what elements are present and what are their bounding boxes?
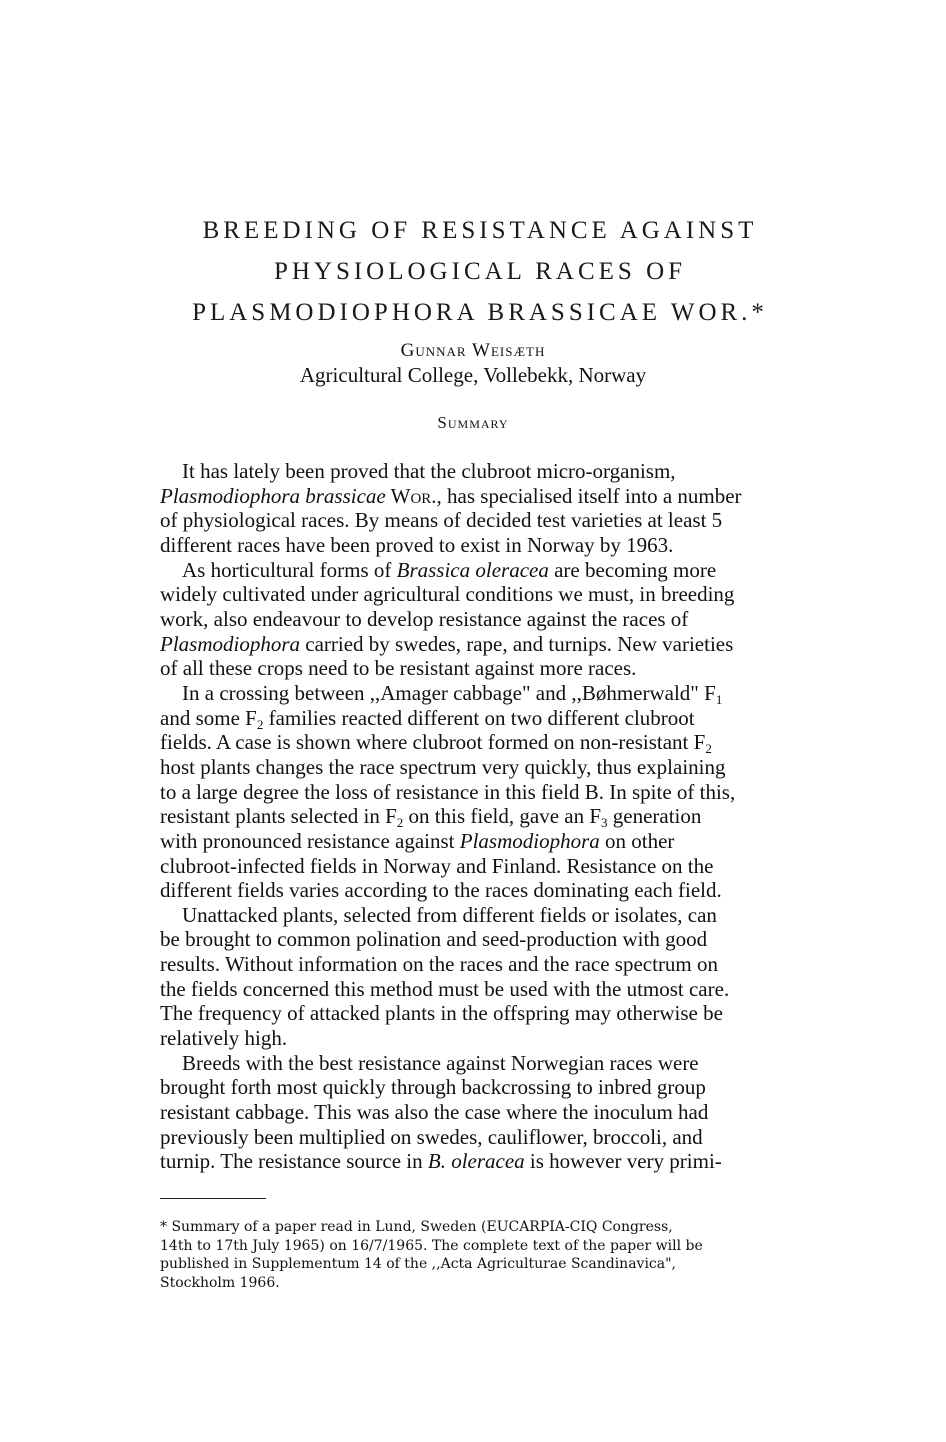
footnote-line: published in Supplementum 14 of the ,,Acta Agriculturae Scandinavica", (160, 1256, 677, 1272)
author-name: Gunnar Weisæth (400, 340, 546, 361)
section-heading: Summary (437, 413, 509, 432)
body-line: brought forth most quickly through backcrossing to inbred group (160, 1075, 706, 1100)
body-line: different fields varies according to the races dominating each field. (160, 878, 722, 903)
title-line-2: PHYSIOLOGICAL RACES OF (273, 258, 687, 285)
summary-body (160, 459, 800, 1174)
body-line: widely cultivated under agricultural conditions we must, in breeding (160, 582, 735, 607)
body-line: relatively high. (160, 1026, 288, 1051)
body-line: and some $F_2$ families reacted different on two different clubroot (160, 705, 695, 732)
footnote-line: 14th to 17th July 1965) on 16/7/1965. The complete text of the paper will be (160, 1237, 703, 1254)
body-line: As horticultural forms of Brassica oleracea are becoming more (182, 557, 717, 582)
author-affiliation: Agricultural College, Vollebekk, Norway (299, 363, 647, 387)
footnote (160, 1218, 800, 1292)
body-line: work, also endeavour to develop resistance against the races of (160, 606, 689, 631)
body-line: The frequency of attacked plants in the offspring may otherwise be (160, 1001, 723, 1026)
body-line: the fields concerned this method must be used with the utmost care. (160, 976, 730, 1001)
body-line: In a crossing between ,,Amager cabbage" and ,,Bøhmerwald" $F_1$ (182, 680, 723, 707)
body-line: Breeds with the best resistance against Norwegian races were (182, 1050, 699, 1075)
body-line: clubroot-infected fields in Norway and Finland. Resistance on the (160, 853, 714, 878)
title-line-1: BREEDING OF RESISTANCE AGAINST (202, 217, 758, 244)
body-line: Unattacked plants, selected from different fields or isolates, can (182, 902, 717, 927)
body-line: be brought to common polination and seed-production with good (160, 927, 708, 952)
body-line: resistant cabbage. This was also the case where the inoculum had (160, 1100, 709, 1125)
body-line: fields. A case is shown where clubroot formed on non-resistant $F_2$ (160, 730, 712, 757)
footnote-line: * Summary of a paper read in Lund, Sweden (EUCARPIA-CIQ Congress, (160, 1219, 673, 1235)
body-line: to a large degree the loss of resistance in this field B. In spite of this, (160, 779, 736, 804)
footnote-divider (160, 1198, 266, 1199)
body-line: host plants changes the race spectrum very quickly, thus explaining (160, 754, 726, 779)
body-line: previously been multiplied on swedes, cauliflower, broccoli, and (160, 1124, 703, 1149)
body-line: different races have been proved to exist in Norway by 1963. (160, 532, 674, 557)
paper-title (120, 210, 840, 333)
body-line: with pronounced resistance against Plasmodiophora on other (160, 828, 675, 853)
body-line: Plasmodiophora brassicae Wor., has specialised itself into a number (160, 483, 742, 508)
body-line: It has lately been proved that the clubroot micro-organism, (182, 459, 676, 483)
body-line: of all these crops need to be resistant against more races. (160, 656, 637, 681)
body-line: of physiological races. By means of decided test varieties at least 5 (160, 508, 723, 533)
body-line: turnip. The resistance source in B. oleracea is however very primi- (160, 1149, 722, 1174)
body-line: Plasmodiophora carried by swedes, rape, and turnips. New varieties (160, 631, 734, 656)
body-line: results. Without information on the races and the race spectrum on (160, 952, 719, 977)
body-line: resistant plants selected in $F_2$ on this field, gave an $F_3$ generation (160, 804, 702, 831)
footnote-line: Stockholm 1966. (160, 1274, 280, 1291)
title-line-3: PLASMODIOPHORA BRASSICAE WOR.* (192, 299, 768, 326)
